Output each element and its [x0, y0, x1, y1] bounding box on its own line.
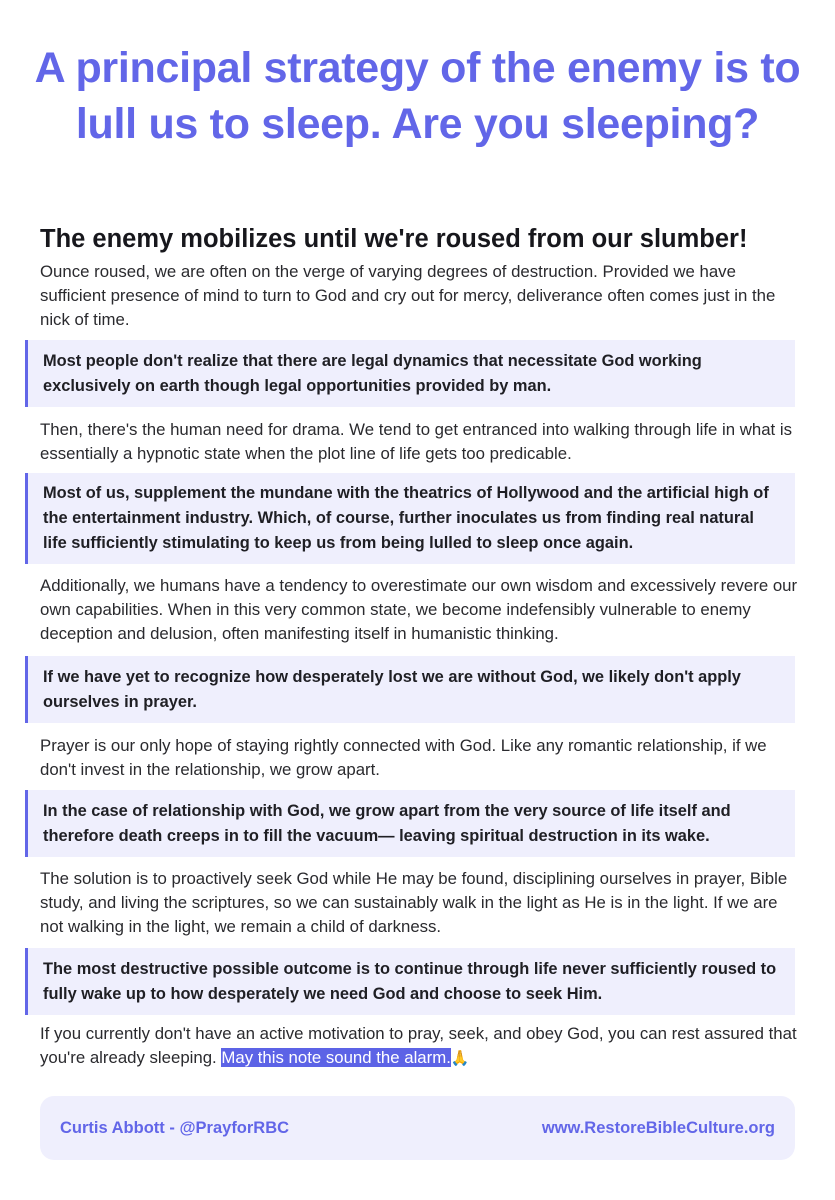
website-link[interactable]: www.RestoreBibleCulture.org — [541, 1118, 775, 1137]
praying-hands-icon: 🙏 — [450, 1050, 470, 1067]
pull-quote-text: Most of us, supplement the mundane with the theatrics of Hollywood and the artificial high of the entertainment industry. Which, of course, further inoculates us from finding real natural life sufficiently stimulating to keep us from being lulled to sleep once again. — [43, 484, 769, 552]
pull-quote — [25, 790, 795, 857]
pull-quote-text: Most people don't realize that there are legal dynamics that necessitate God working exclusively on earth though legal opportunities provided by man. — [43, 351, 702, 395]
footer-bar — [40, 1096, 795, 1160]
article-subtitle: The enemy mobilizes until we're roused from our slumber! — [40, 225, 748, 253]
paragraph: The solution is to proactively seek God while He may be found, disciplining ourselves in prayer, Bible study, and living the scriptures, so we can sustainably walk in the light as He is in the light. If we are not walking in the light, we remain a child of darkness. — [40, 869, 788, 936]
pull-quote — [25, 948, 795, 1015]
highlighted-text: May this note sound the alarm. — [221, 1048, 451, 1067]
final-paragraph-text: If you currently don't have an active motivation to pray, seek, and obey God, you can rest assured that you're already sleeping. — [40, 1024, 797, 1067]
pull-quote — [25, 340, 795, 407]
pull-quote-text: In the case of relationship with God, we grow apart from the very source of life itself and therefore death creeps in to fill the vacuum— leaving spiritual destruction in its wake. — [43, 801, 731, 845]
pull-quote-text: The most destructive possible outcome is to continue through life never sufficiently roused to fully wake up to how desperately we need God and choose to seek Him. — [43, 959, 777, 1003]
article-title: A principal strategy of the enemy is to lull us to sleep. Are you sleeping? — [34, 44, 801, 148]
author-handle[interactable]: Curtis Abbott - @PrayforRBC — [60, 1118, 290, 1137]
pull-quote — [25, 473, 795, 564]
paragraph: Ounce roused, we are often on the verge of varying degrees of destruction. Provided we have sufficient presence of mind to turn to God and cry out for mercy, deliverance often comes just in the nick of time. — [40, 262, 776, 329]
paragraph: Then, there's the human need for drama. We tend to get entranced into walking through life in what is essentially a hypnotic state when the plot line of life gets too predicable. — [40, 420, 792, 463]
paragraph: Additionally, we humans have a tendency to overestimate our own wisdom and excessively revere our own capabilities. When in this very common state, we become indefensibly vulnerable to enemy deception and delusion, often manifesting itself in humanistic thinking. — [40, 576, 798, 643]
pull-quote — [25, 656, 795, 723]
final-paragraph — [40, 1022, 800, 1071]
pull-quote-text: If we have yet to recognize how desperately lost we are without God, we likely don't apply ourselves in prayer. — [43, 667, 741, 711]
paragraph: Prayer is our only hope of staying rightly connected with God. Like any romantic relationship, if we don't invest in the relationship, we grow apart. — [40, 736, 767, 779]
